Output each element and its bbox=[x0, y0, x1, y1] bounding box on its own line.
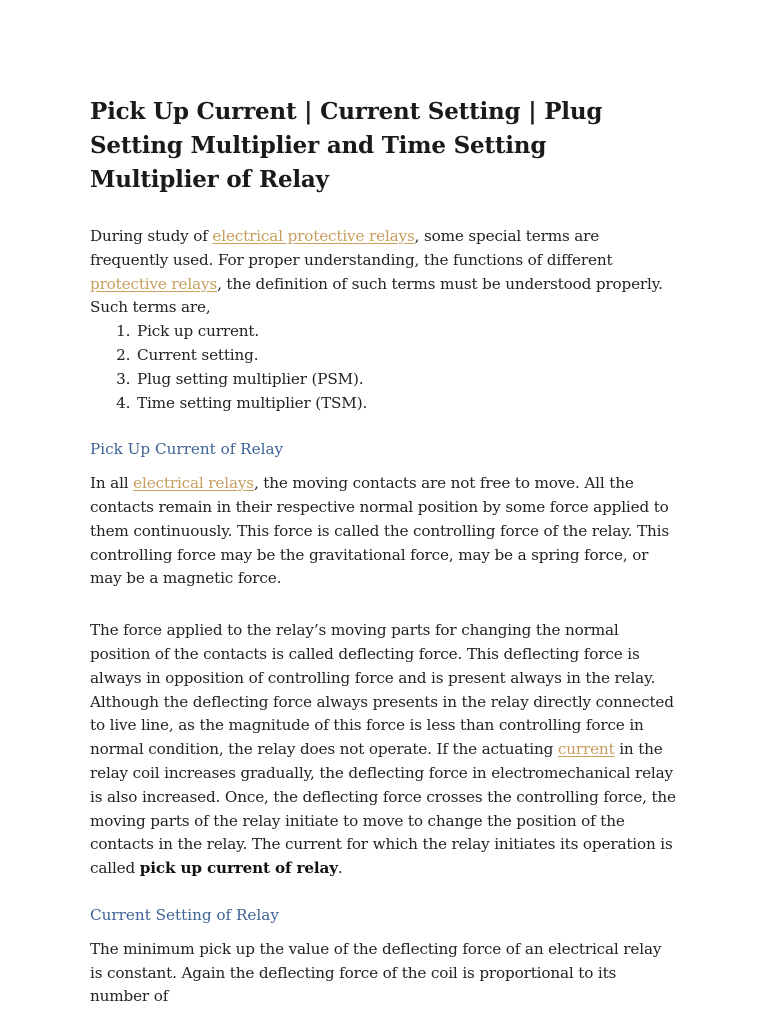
protective-relays-link[interactable]: protective relays bbox=[90, 274, 218, 293]
list-item: 2. Current setting. bbox=[135, 344, 678, 368]
current-link[interactable]: current bbox=[557, 740, 615, 759]
paragraph-text: . bbox=[337, 859, 343, 878]
paragraph-text: The force applied to the relay’s moving parts for changing the normal position of the contacts is called deflecting force. This deflecting force is always in opposition of controlling force and is present always in the relay. Although the deflecting force always presents in the relay directly connected to live line, as the magnitude of this force is less than controlling force in normal condition, the relay does not operate. If the actuating bbox=[90, 621, 674, 759]
terms-list bbox=[90, 320, 678, 415]
page-title: Pick Up Current | Current Setting | Plug Setting Multiplier and Time Setting Multiplier of Relay bbox=[90, 98, 603, 193]
list-item: 3. Plug setting multiplier (PSM). bbox=[135, 368, 678, 392]
intro-paragraph bbox=[90, 225, 678, 320]
section-heading-current-setting: Current Setting of Relay bbox=[90, 905, 279, 924]
list-item: 4. Time setting multiplier (TSM). bbox=[135, 392, 678, 416]
list-item: 1. Pick up current. bbox=[135, 320, 678, 344]
paragraph-text: in the relay coil increases gradually, the deflecting force in electromechanical relay is also increased. Once, the deflecting force crosses the controlling force, the moving parts of the relay initiate to move to change the position of the contacts in the relay. The current for which the relay initiates its operation is called bbox=[90, 740, 676, 878]
pick-up-paragraph-1 bbox=[90, 472, 678, 591]
intro-text-1: During study of bbox=[90, 227, 213, 245]
pick-up-paragraph-2 bbox=[90, 619, 678, 881]
intro-text-2: , some special terms are frequently used. For proper understanding, the functions of different bbox=[90, 227, 613, 269]
paragraph-text: The minimum pick up the value of the deflecting force of an electrical relay is constant. Again the deflecting force of the coil is proportional to its number of bbox=[90, 939, 662, 1006]
pick-up-current-term: pick up current of relay bbox=[139, 859, 338, 878]
paragraph-text: In all bbox=[90, 474, 134, 493]
paragraph-text: , the moving contacts are not free to move. All the contacts remain in their respective normal position by some force applied to them continuously. This force is called the controlling force of the relay. This controlling force may be the gravitational force, may be a spring force, or may be a magnetic force. bbox=[90, 474, 669, 588]
intro-text-3: , the definition of such terms must be understood properly. Such terms are, bbox=[90, 274, 663, 317]
section-heading-pick-up-current: Pick Up Current of Relay bbox=[90, 440, 284, 459]
electrical-relays-link[interactable]: electrical relays bbox=[133, 474, 254, 493]
electrical-protective-relays-link[interactable]: electrical protective relays bbox=[212, 227, 415, 245]
current-setting-paragraph-1 bbox=[90, 938, 678, 1009]
